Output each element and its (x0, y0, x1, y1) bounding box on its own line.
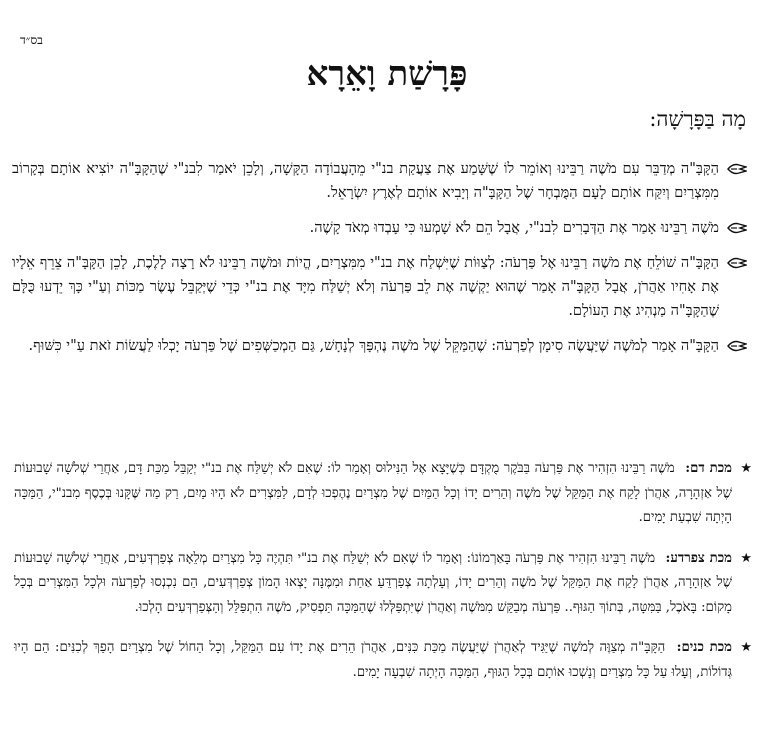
hand-pointing-bullet-icon (727, 160, 747, 178)
plague-name: מכת כנים: (676, 640, 732, 655)
star-icon: ★ (740, 461, 752, 476)
summary-heading: מָה בַּפָּרָשָׁה: (649, 107, 746, 131)
summary-item-text: מֹשֶׁה רַבֵּינוּ אָמַר אֶת הַדְּבָרִים לִבנ"י, אֲבָל הֵם לֹא שָׁמְעוּ כִּי עָבְדוּ מְאֹד קָשֶׁה. (309, 220, 719, 236)
summary-item-text: הַקָּבָּ"ה אָמַר לְמֹשֶׁה שֶׁיַּעֲשֶׂה סִימָן לְפַרְעֹה: שֶׁהַמַּקֵּל שֶׁל מֹשֶׁה נֶהְפָּךְ לְנָחָשׁ, גַּם הַמְכַשְּׁפִים שֶׁל פַּרְעֹה יָכְלוּ לַעֲשׂוֹת זֹאת עַ"י כִּשּׁוּף. (28, 338, 719, 354)
hand-pointing-bullet-icon (727, 337, 747, 355)
summary-item (12, 334, 749, 358)
star-icon: ★ (740, 640, 752, 655)
summary-item (12, 216, 749, 240)
plague-text: מֹשֶׁה רַבֵּינוּ הִזְהִיר אֶת פַּרְעֹה בַּבֹּקֶר מֻקְדָּם כְּשֶׁיָּצָא אֶל הַנִּילוּס וְאָמַר לוֹ: שֶׁאִם לֹא יְשַׁלַּח אֶת בנ"י יְקַבֵּל מַכַּת דָּם, אַחֲרֵי שְׁלֹשָׁה שָׁבוּעוֹת שֶׁל אַזְהָרָה, אַהֲרֹן לָקַח אֶת הַמַּקֵּל שֶׁל מֹשֶׁה וְהֵרִים יָדוֹ וְכָל הַמַּיִם שֶׁל מִצְרַיִם נֶהֶפְכוּ לְדָם, לַמִּצְרִים לֹא הָיוּ מַיִם, רַק מַה שֶּׁקָּנוּ בְּכֶסֶף מִבנ"י, הַמַּכָּה הָיְתָה שִׁבְעַת יָמִים. (14, 461, 732, 525)
star-icon: ★ (740, 550, 752, 566)
plague-text: הַקָּבָּ"ה מְצַוֶּה לְמֹשֶׁה שֶׁיַּגִּיד לְאַהֲרֹן שֶׁיַּעֲשֶׂה מַכַּת כִּנִּים, אַהֲרֹן הֵרִים אֶת יָדוֹ עִם הַמַּקֵּל, וְכָל הַחוֹל שֶׁל מִצְרַיִם הָפַךְ לְכִנִּים: הֵם הָיוּ גְּדוֹלוֹת, וְעָלוּ עַל כָּל מִצְרַיִם וְנָשְׁכוּ אוֹתָם בְּכָל הַגּוּף, הַמַּכָּה הָיְתָה שִׁבְעָה יָמִים. (14, 640, 732, 680)
bsd-mark: בס״ד (20, 33, 43, 47)
summary-item (12, 157, 749, 205)
summary-list (12, 157, 749, 369)
page-title: פָּרָשַׁת וָאֵרָא (306, 54, 468, 94)
plague-name: מכת דם: (685, 461, 732, 476)
hand-pointing-bullet-icon (727, 219, 747, 237)
plague-item (14, 636, 754, 685)
plague-item (14, 547, 754, 621)
plague-item (14, 457, 754, 531)
summary-item-text: הַקָּבָּ"ה מְדַבֵּר עִם מֹשֶׁה רַבֵּינוּ וְאוֹמֵר לוֹ שֶׁשָּׁמַע אֶת צַעֲקַת בנ"י מֵהָעֲבוֹדָה הַקָּשָׁה, וְלָכֵן יֹאמַר לִבנ"י שֶׁהַקָּבָּ"ה יוֹצִיא אוֹתָם בְּקָרוֹב מִמִּצְרַיִם וְיִקַּח אוֹתָם לָעָם הַמֻּבְחָר שֶׁל הַקָּבָּ"ה וְיָבִיא אוֹתָם לְאֶרֶץ יִשְׂרָאֵל. (12, 161, 719, 201)
plague-text: מֹשֶׁה רַבֵּינוּ הִזְהִיר אֶת פַּרְעֹה בָּאַרְמוֹנוֹ: וְאָמַר לוֹ שֶׁאִם לֹא יְשַׁלַּח אֶת בנ"י תִּהְיֶה כָּל מִצְרַיִם מְלֵאָה צְפַרְדְּעִים, אַחֲרֵי שְׁלֹשָׁה שָׁבוּעוֹת שֶׁל אַזְהָרָה, אַהֲרֹן לָקַח אֶת הַמַּקֵּל שֶׁל מֹשֶׁה וְהֵרִים יָדוֹ, וְעָלְתָה צְפַרְדֵּעַ אַחַת וּמִמֶּנָּה יָצְאוּ הָמוֹן צְפַרְדְּעִים, הֵם נִכְנְסוּ לְפַרְעֹה וּלְכָל הַמִּצְרִים בְּכָל מָקוֹם: בָּאֹכֶל, בַּמִּטָּה, בְּתוֹךְ הַגּוּף.. פַּרְעֹה מְבַקֵּשׁ מִמֹּשֶׁה וְאַהֲרֹן שֶׁיִּתְפַּלְּלוּ שֶׁהַמַּכָּה תַּפְסִיק, מֹשֶׁה הִתְפַּלֵּל וְהַצְּפַרְדְּעִים הָלְכוּ. (14, 550, 732, 615)
summary-item (12, 251, 749, 323)
plague-name: מכת צפרדע: (665, 550, 732, 566)
summary-item-text: הַקָּבָּ"ה שׁוֹלֵחַ אֶת מֹשֶׁה רַבֵּינוּ אֶל פַּרְעֹה: לְצַוּוֹת שֶׁיִּשְׁלַח אֶת בנ"י מִמִּצְרַיִם, הֱיוֹת וּמֹשֶׁה רַבֵּינוּ לֹא רָצָה לָלֶכֶת, לָכֵן הַקָּבָּ"ה צֵרֵף אֵלָיו אֶת אָחִיו אַהֲרֹן, אֲבָל הַקָּבָּ"ה אָמַר שֶׁהוּא יַקְשֶׁה אֶת לֵב פַּרְעֹה וְלֹא יְשַׁלַּח מִיָּד אֶת בנ"י כְּדֵי שֶׁיְּקַבֵּל עֶשֶׂר מַכּוֹת וְעַ"י כָּךְ יֵדְעוּ כֻּלָּם שֶׁהַקָּבָּ"ה מַנְהִיג אֶת הָעוֹלָם. (12, 255, 719, 319)
plagues-list (14, 457, 754, 701)
hand-pointing-bullet-icon (727, 254, 747, 272)
